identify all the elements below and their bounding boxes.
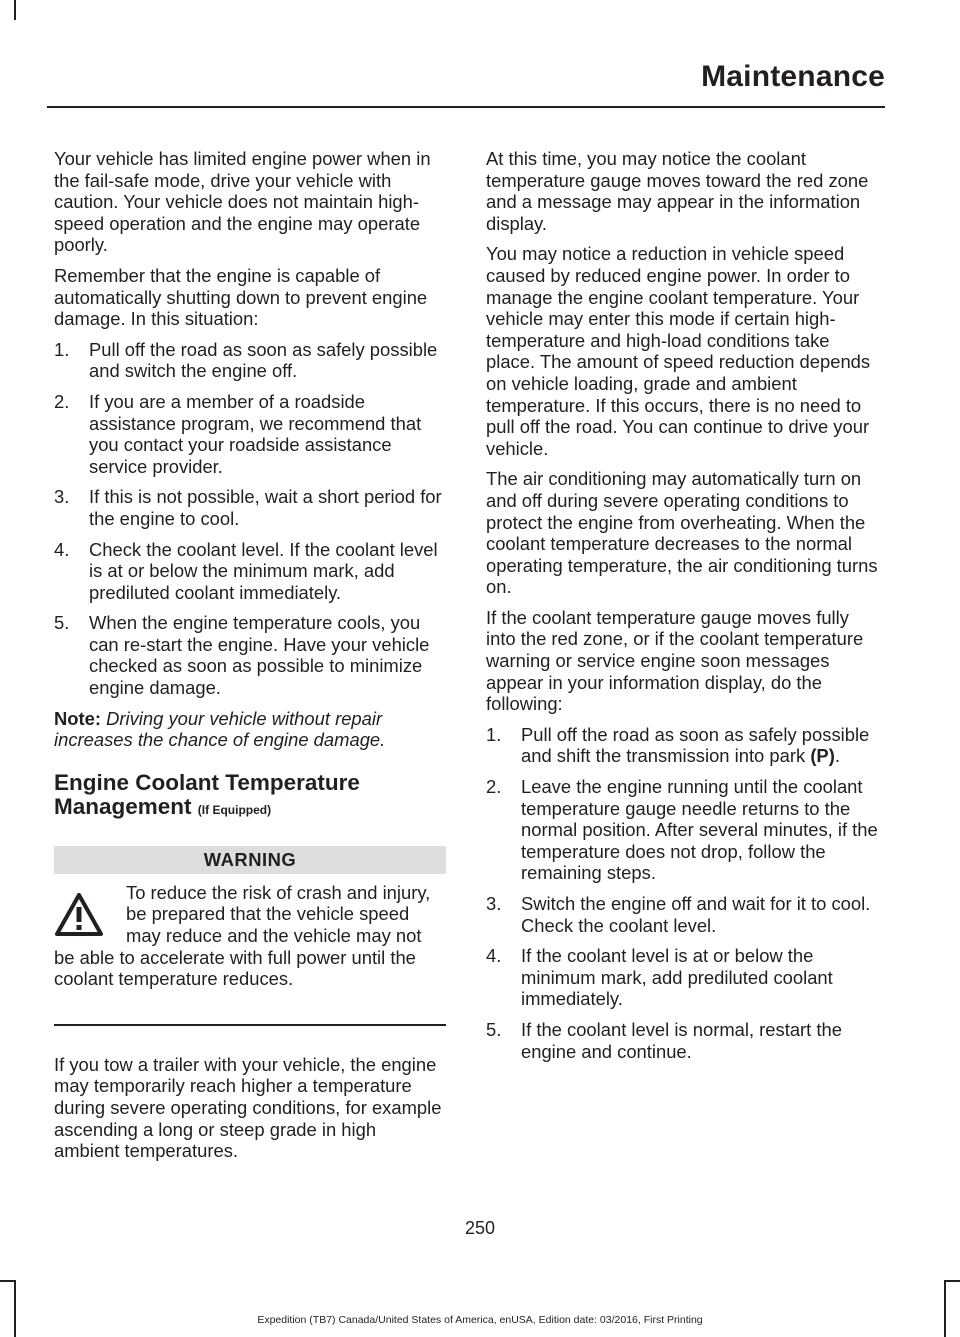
list-item	[54, 391, 446, 477]
warning-title: WARNING	[54, 846, 446, 874]
section-heading-text: Engine Coolant Temperature Management	[54, 769, 360, 819]
list-text: Pull off the road as soon as safely possible and switch the engine off.	[89, 338, 438, 382]
list-item	[486, 945, 880, 1010]
list-item	[486, 776, 880, 884]
list-text-end: .	[834, 745, 840, 767]
list-number: 4.	[54, 538, 70, 560]
warning-box	[54, 882, 446, 1012]
list-text: Switch the engine off and wait for it to cool. Check the coolant level.	[521, 893, 871, 936]
warning-text: To reduce the risk of crash and injury, be prepared that the vehicle speed may reduce and the vehicle may not be able to accelerate with full power until the coolant temperature reduces.	[54, 881, 431, 990]
list-item	[486, 893, 880, 936]
paragraph: If you tow a trailer with your vehicle, the engine may temporarily reach higher a temperature during severe operating conditions, for example ascending a long or steep grade in high ambient temperatures.	[54, 1053, 442, 1162]
list-number: 2.	[486, 776, 502, 798]
shutdown-steps-list	[54, 339, 446, 699]
right-column	[486, 148, 880, 1071]
crop-mark	[14, 1280, 16, 1337]
header-divider	[47, 106, 885, 108]
page-number: 250	[464, 1218, 496, 1238]
list-number: 2.	[54, 390, 70, 412]
list-text: Leave the engine running until the coolant temperature gauge needle returns to the normal position. After several minutes, if the temperature does not drop, follow the remaining steps.	[521, 776, 878, 884]
paragraph: You may notice a reduction in vehicle speed caused by reduced engine power. In order to manage the engine coolant temperature. Your vehicle may enter this mode if certain high-temperature and high-load conditions take place. The amount of speed reduction depends on vehicle loading, grade and ambient temperature. If this occurs, there is no need to pull off the road. You can continue to drive your vehicle.	[486, 243, 871, 459]
note-label: Note:	[54, 707, 101, 729]
paragraph: If the coolant temperature gauge moves fully into the red zone, or if the coolant temperature warning or service engine soon messages appear in your information display, do the following:	[486, 606, 864, 715]
list-text: If you are a member of a roadside assistance program, we recommend that you contact your roadside assistance service provider.	[89, 390, 422, 477]
list-number: 1.	[486, 723, 502, 745]
paragraph: Remember that the engine is capable of automatically shutting down to prevent engine damage. In this situation:	[54, 264, 428, 330]
list-text: If the coolant level is at or below the minimum mark, add prediluted coolant immediately.	[521, 945, 833, 1010]
note	[54, 708, 446, 751]
crop-mark	[14, 0, 16, 20]
crop-mark	[944, 1280, 946, 1337]
gear-indicator: (P)	[810, 745, 835, 767]
left-column	[54, 148, 446, 1171]
warning-divider	[54, 1024, 446, 1026]
list-text: If this is not possible, wait a short period for the engine to cool.	[89, 486, 442, 529]
list-number: 1.	[54, 338, 70, 360]
paragraph: The air conditioning may automatically turn on and off during severe operating conditions to protect the engine from overheating. When the coolant temperature decreases to the normal operating temperature, the air conditioning turns on.	[486, 468, 878, 598]
list-item	[486, 724, 880, 767]
crop-mark	[0, 1280, 16, 1282]
list-item	[54, 486, 446, 529]
list-item	[54, 339, 446, 382]
section-heading	[54, 771, 446, 822]
list-item	[54, 612, 446, 698]
list-number: 3.	[486, 893, 502, 914]
list-number: 3.	[54, 486, 70, 508]
crop-mark	[944, 1280, 960, 1282]
list-number: 5.	[54, 612, 70, 634]
footer-edition-info: Expedition (TB7) Canada/United States of America, enUSA, Edition date: 03/2016, First Printing	[257, 1314, 703, 1326]
list-text: If the coolant level is normal, restart the engine and continue.	[521, 1018, 842, 1062]
overheat-steps-list	[486, 724, 880, 1062]
list-item	[486, 1019, 880, 1062]
paragraph: Your vehicle has limited engine power when in the fail-safe mode, drive your vehicle with caution. Your vehicle does not maintain high-speed operation and the engine may operate poorly.	[54, 148, 431, 256]
list-item	[54, 539, 446, 604]
page-header-title: Maintenance	[701, 60, 885, 93]
section-heading-qualifier: (If Equipped)	[197, 802, 272, 817]
paragraph: At this time, you may notice the coolant temperature gauge moves toward the red zone and a message may appear in the information display.	[486, 148, 869, 234]
list-text: Pull off the road as soon as safely possible and shift the transmission into park	[521, 723, 870, 767]
list-number: 5.	[486, 1018, 502, 1040]
list-text: When the engine temperature cools, you can re-start the engine. Have your vehicle checked as soon as possible to minimize engine damage.	[89, 612, 430, 699]
list-text: Check the coolant level. If the coolant level is at or below the minimum mark, add prediluted coolant immediately.	[89, 538, 438, 603]
warning-triangle-icon	[54, 892, 104, 938]
note-text: Driving your vehicle without repair increases the chance of engine damage.	[54, 707, 386, 751]
list-number: 4.	[486, 945, 502, 967]
